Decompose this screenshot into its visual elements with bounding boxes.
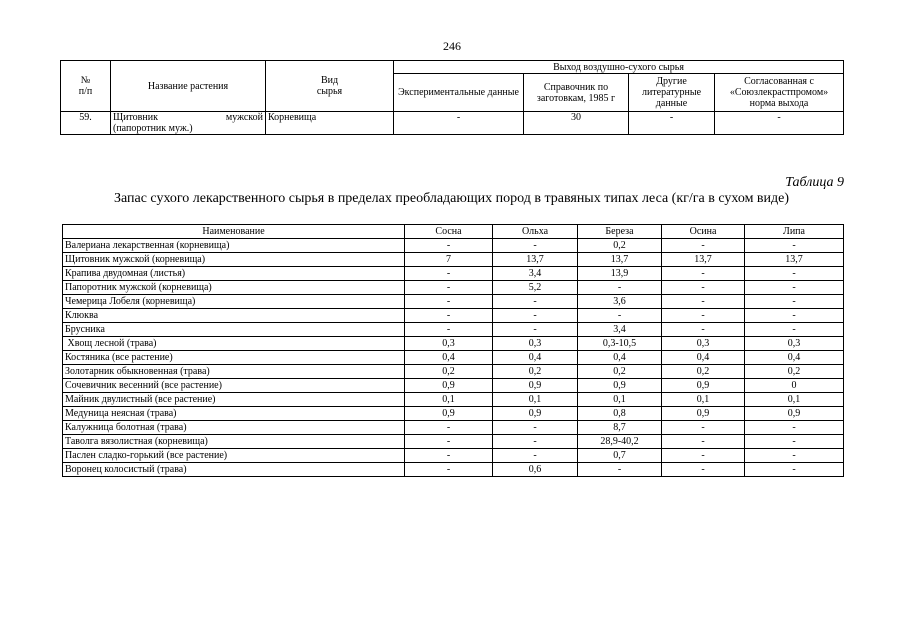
row-number: 59. — [61, 112, 111, 135]
value-cell: 13,7 — [745, 253, 844, 267]
table-row — [63, 449, 844, 463]
plant-name-cell: Валериана лекарственная (корневища) — [63, 239, 405, 253]
table-row — [63, 407, 844, 421]
page-number: 246 — [443, 39, 461, 53]
column-header: Наименование — [63, 225, 405, 239]
value-cell: 0,9 — [745, 407, 844, 421]
table-row — [63, 281, 844, 295]
value-cell: 0,2 — [578, 239, 662, 253]
plant-name-cell: Паслен сладко-горький (все растение) — [63, 449, 405, 463]
value-cell: 0,8 — [578, 407, 662, 421]
value-cell: 0,1 — [745, 393, 844, 407]
value-cell: 13,7 — [493, 253, 578, 267]
value-cell: - — [662, 239, 745, 253]
plant-name-cell: Золотарник обыкновенная (трава) — [63, 365, 405, 379]
table-title: Запас сухого лекарственного сырья в пределах преобладающих пород в травяных типах леса (кг/га в сухом виде) — [113, 191, 790, 206]
row-raw-type: Корневища — [266, 112, 394, 135]
value-cell: - — [405, 323, 493, 337]
value-cell: 0,2 — [493, 365, 578, 379]
value-cell: 3,4 — [493, 267, 578, 281]
value-cell: - — [745, 421, 844, 435]
value-cell: - — [493, 449, 578, 463]
header-number: № п/п — [61, 61, 111, 112]
header-agreed-norm: Согласованная с «Союзлекрастпромом» норма выхода — [715, 74, 844, 112]
value-cell: - — [745, 295, 844, 309]
value-cell: - — [662, 267, 745, 281]
value-cell: 0,7 — [578, 449, 662, 463]
value-cell: 0,9 — [405, 379, 493, 393]
value-cell: 13,7 — [662, 253, 745, 267]
plant-name-cell: Костяника (все растение) — [63, 351, 405, 365]
value-cell: - — [745, 239, 844, 253]
plant-name-cell: Брусника — [63, 323, 405, 337]
value-cell: 0,4 — [405, 351, 493, 365]
value-cell: 0,4 — [662, 351, 745, 365]
value-cell: 0,3-10,5 — [578, 337, 662, 351]
value-cell: - — [405, 309, 493, 323]
value-cell: 0,3 — [745, 337, 844, 351]
value-cell: 3,6 — [578, 295, 662, 309]
value-cell: 8,7 — [578, 421, 662, 435]
value-cell: - — [662, 309, 745, 323]
plant-name-cell: Папоротник мужской (корневища) — [63, 281, 405, 295]
raw-material-yield-table — [60, 60, 844, 135]
value-cell: 3,4 — [578, 323, 662, 337]
value-cell: - — [662, 295, 745, 309]
plant-name-cell: Крапива двудомная (листья) — [63, 267, 405, 281]
header-raw-type: Вид сырья — [266, 61, 394, 112]
value-cell: 0 — [745, 379, 844, 393]
value-cell: 13,9 — [578, 267, 662, 281]
value-cell: 0,2 — [405, 365, 493, 379]
value-cell: - — [493, 295, 578, 309]
value-cell: 0,9 — [662, 379, 745, 393]
plant-name-cell: Медуница неясная (трава) — [63, 407, 405, 421]
value-cell: - — [745, 449, 844, 463]
plant-name-cell: Хвощ лесной (трава) — [63, 337, 405, 351]
value-cell: - — [662, 435, 745, 449]
value-cell: - — [745, 463, 844, 477]
value-cell: 0,9 — [662, 407, 745, 421]
value-cell: 0,1 — [405, 393, 493, 407]
header-other-literature: Другие литературные данные — [629, 74, 715, 112]
row-value: - — [394, 112, 524, 135]
column-header: Сосна — [405, 225, 493, 239]
value-cell: 28,9-40,2 — [578, 435, 662, 449]
value-cell: - — [493, 309, 578, 323]
table-header-row — [63, 225, 844, 239]
table-row — [63, 365, 844, 379]
table-row — [63, 421, 844, 435]
value-cell: - — [662, 449, 745, 463]
value-cell: - — [405, 449, 493, 463]
value-cell: - — [493, 421, 578, 435]
row-value: - — [629, 112, 715, 135]
plant-name-cell: Чемерица Лобеля (корневища) — [63, 295, 405, 309]
plant-name-cell: Щитовник мужской (корневища) — [63, 253, 405, 267]
table-row — [63, 351, 844, 365]
value-cell: 0,3 — [493, 337, 578, 351]
plant-name-cell: Калужница болотная (трава) — [63, 421, 405, 435]
value-cell: - — [493, 239, 578, 253]
table-row — [63, 295, 844, 309]
table-row — [63, 337, 844, 351]
column-header: Ольха — [493, 225, 578, 239]
value-cell: - — [405, 267, 493, 281]
column-header: Береза — [578, 225, 662, 239]
plant-name-cell: Таволга вязолистная (корневища) — [63, 435, 405, 449]
table-row — [63, 267, 844, 281]
plant-name-cell: Майник двулистный (все растение) — [63, 393, 405, 407]
value-cell: - — [662, 281, 745, 295]
value-cell: 0,4 — [578, 351, 662, 365]
value-cell: - — [745, 435, 844, 449]
table-row — [63, 463, 844, 477]
value-cell: 0,9 — [493, 379, 578, 393]
plant-name-cell: Клюква — [63, 309, 405, 323]
table-row — [63, 379, 844, 393]
header-handbook: Справочник по заготовкам, 1985 г — [524, 74, 629, 112]
value-cell: 0,2 — [662, 365, 745, 379]
value-cell: - — [405, 435, 493, 449]
table-row — [63, 253, 844, 267]
value-cell: 5,2 — [493, 281, 578, 295]
value-cell: - — [662, 463, 745, 477]
table-caption: Таблица 9 — [785, 175, 844, 190]
value-cell: - — [405, 295, 493, 309]
table-row — [63, 323, 844, 337]
value-cell: 0,1 — [493, 393, 578, 407]
value-cell: 0,2 — [578, 365, 662, 379]
value-cell: 0,4 — [493, 351, 578, 365]
table-row — [63, 393, 844, 407]
header-yield-group: Выход воздушно-сухого сырья — [394, 61, 844, 74]
table-row — [63, 239, 844, 253]
value-cell: 13,7 — [578, 253, 662, 267]
value-cell: 0,9 — [405, 407, 493, 421]
value-cell: 0,9 — [578, 379, 662, 393]
value-cell: - — [405, 463, 493, 477]
table-row — [63, 309, 844, 323]
plant-name-cell: Сочевичник весенний (все растение) — [63, 379, 405, 393]
value-cell: - — [662, 421, 745, 435]
value-cell: - — [745, 281, 844, 295]
value-cell: 0,9 — [493, 407, 578, 421]
value-cell: - — [405, 239, 493, 253]
value-cell: 0,3 — [662, 337, 745, 351]
value-cell: 0,3 — [405, 337, 493, 351]
value-cell: 7 — [405, 253, 493, 267]
value-cell: 0,4 — [745, 351, 844, 365]
header-plant-name: Название растения — [111, 61, 266, 112]
plant-name-cell: Воронец колосистый (трава) — [63, 463, 405, 477]
value-cell: - — [578, 463, 662, 477]
value-cell: - — [493, 323, 578, 337]
value-cell: - — [405, 281, 493, 295]
value-cell: - — [405, 421, 493, 435]
value-cell: - — [745, 267, 844, 281]
value-cell: 0,1 — [578, 393, 662, 407]
column-header: Липа — [745, 225, 844, 239]
row-value: 30 — [524, 112, 629, 135]
row-plant-name: Щитовник мужской (папоротник муж.) — [111, 112, 266, 135]
value-cell: - — [493, 435, 578, 449]
value-cell: - — [745, 323, 844, 337]
column-header: Осина — [662, 225, 745, 239]
value-cell: - — [578, 281, 662, 295]
header-experimental: Экспериментальные данные — [394, 74, 524, 112]
value-cell: - — [662, 323, 745, 337]
value-cell: - — [578, 309, 662, 323]
table-row — [63, 435, 844, 449]
value-cell: 0,2 — [745, 365, 844, 379]
value-cell: 0,1 — [662, 393, 745, 407]
value-cell: 0,6 — [493, 463, 578, 477]
row-value: - — [715, 112, 844, 135]
stock-table — [62, 224, 844, 477]
value-cell: - — [745, 309, 844, 323]
